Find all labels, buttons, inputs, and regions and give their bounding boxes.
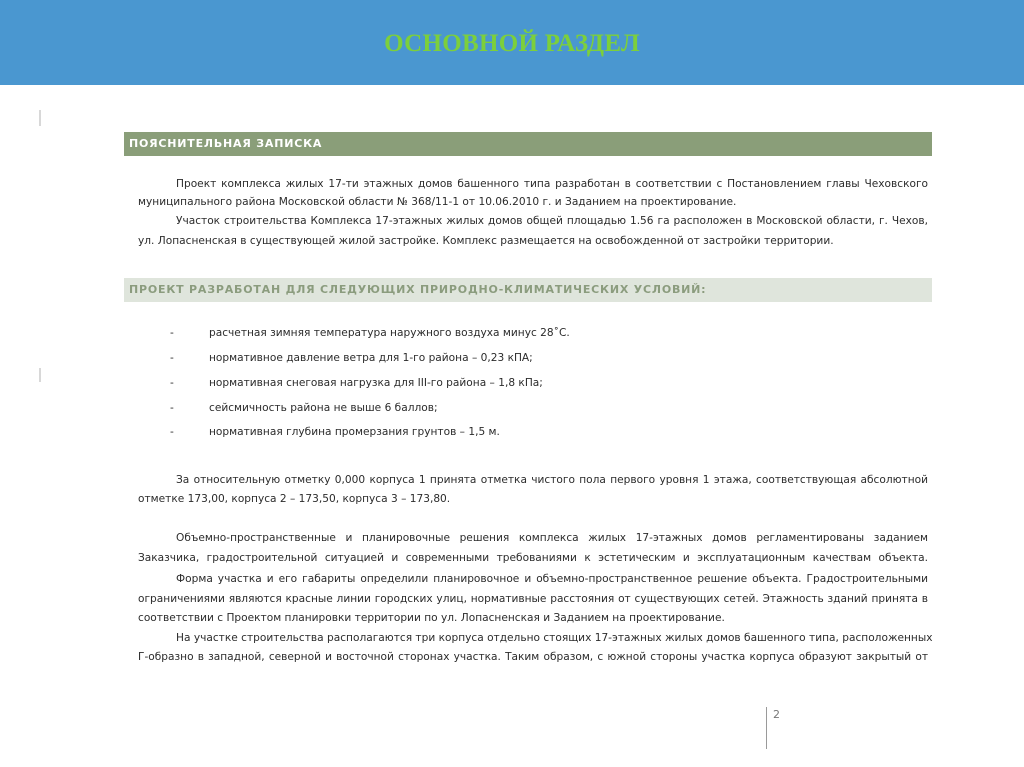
solutions-line: соответствии с Проектом планировки территории по ул. Лопасненская и Заданием на проектирование. bbox=[138, 612, 725, 624]
condition-item: расчетная зимняя температура наружного воздуха минус 28˚С. bbox=[209, 327, 570, 339]
solutions-line: Г-образно в западной, северной и восточной сторонах участка. Таким образом, с южной стороны участка корпуса образуют закрытый от bbox=[138, 651, 928, 663]
bullet-dash: - bbox=[170, 352, 174, 364]
intro-line: Участок строительства Комплекса 17-этажных жилых домов общей площадью 1.56 га расположен в Московской области, г. Чехов, bbox=[176, 215, 928, 227]
elevation-line: За относительную отметку 0,000 корпуса 1 принята отметка чистого пола первого уровня 1 этажа, соответствующая абсолютной bbox=[176, 474, 928, 486]
condition-item: нормативная глубина промерзания грунтов – 1,5 м. bbox=[209, 426, 500, 438]
section-heading-climate-conditions: ПРОЕКТ РАЗРАБОТАН ДЛЯ СЛЕДУЮЩИХ ПРИРОДНО-КЛИМАТИЧЕСКИХ УСЛОВИЙ: bbox=[124, 278, 932, 302]
bullet-dash: - bbox=[170, 402, 174, 414]
elevation-line: отметке 173,00, корпуса 2 – 173,50, корпуса 3 – 173,80. bbox=[138, 493, 451, 505]
intro-line: муниципального района Московской области № 368/11-1 от 10.06.2010 г. и Заданием на проектирование. bbox=[138, 196, 737, 208]
bullet-dash: - bbox=[170, 426, 174, 438]
page-number-divider bbox=[766, 707, 767, 749]
condition-item: нормативное давление ветра для 1-го района – 0,23 кПА; bbox=[209, 352, 533, 364]
solutions-line: Заказчика, градостроительной ситуацией и современными требованиями к эстетическим и эксплуатационным качествам объекта. bbox=[138, 552, 928, 564]
slide-header-bar bbox=[0, 0, 1024, 85]
solutions-line: На участке строительства располагаются три корпуса отдельно стоящих 17-этажных жилых домов башенного типа, расположенных bbox=[176, 632, 933, 644]
scan-mark bbox=[39, 368, 41, 382]
solutions-line: Объемно-пространственные и планировочные решения комплекса жилых 17-этажных домов регламентированы заданием bbox=[176, 532, 928, 544]
page-number: 2 bbox=[773, 708, 780, 721]
bullet-dash: - bbox=[170, 327, 174, 339]
solutions-line: Форма участка и его габариты определили планировочное и объемно-пространственное решение объекта. Градостроительными bbox=[176, 573, 928, 585]
intro-line: Проект комплекса жилых 17-ти этажных домов башенного типа разработан в соответствии с Постановлением главы Чеховского bbox=[176, 178, 928, 190]
section-heading-explanatory-note: ПОЯСНИТЕЛЬНАЯ ЗАПИСКА bbox=[124, 132, 932, 156]
intro-line: ул. Лопасненская в существующей жилой застройке. Комплекс размещается на освобожденной от застройки территории. bbox=[138, 235, 834, 247]
bullet-dash: - bbox=[170, 377, 174, 389]
slide-title: ОСНОВНОЙ РАЗДЕЛ bbox=[384, 30, 640, 57]
solutions-line: ограничениями являются красные линии городских улиц, нормативные расстояния от существующих сетей. Этажность зданий принята в bbox=[138, 593, 928, 605]
scan-mark bbox=[39, 110, 41, 126]
condition-item: сейсмичность района не выше 6 баллов; bbox=[209, 402, 438, 414]
condition-item: нормативная снеговая нагрузка для III-го района – 1,8 кПа; bbox=[209, 377, 543, 389]
